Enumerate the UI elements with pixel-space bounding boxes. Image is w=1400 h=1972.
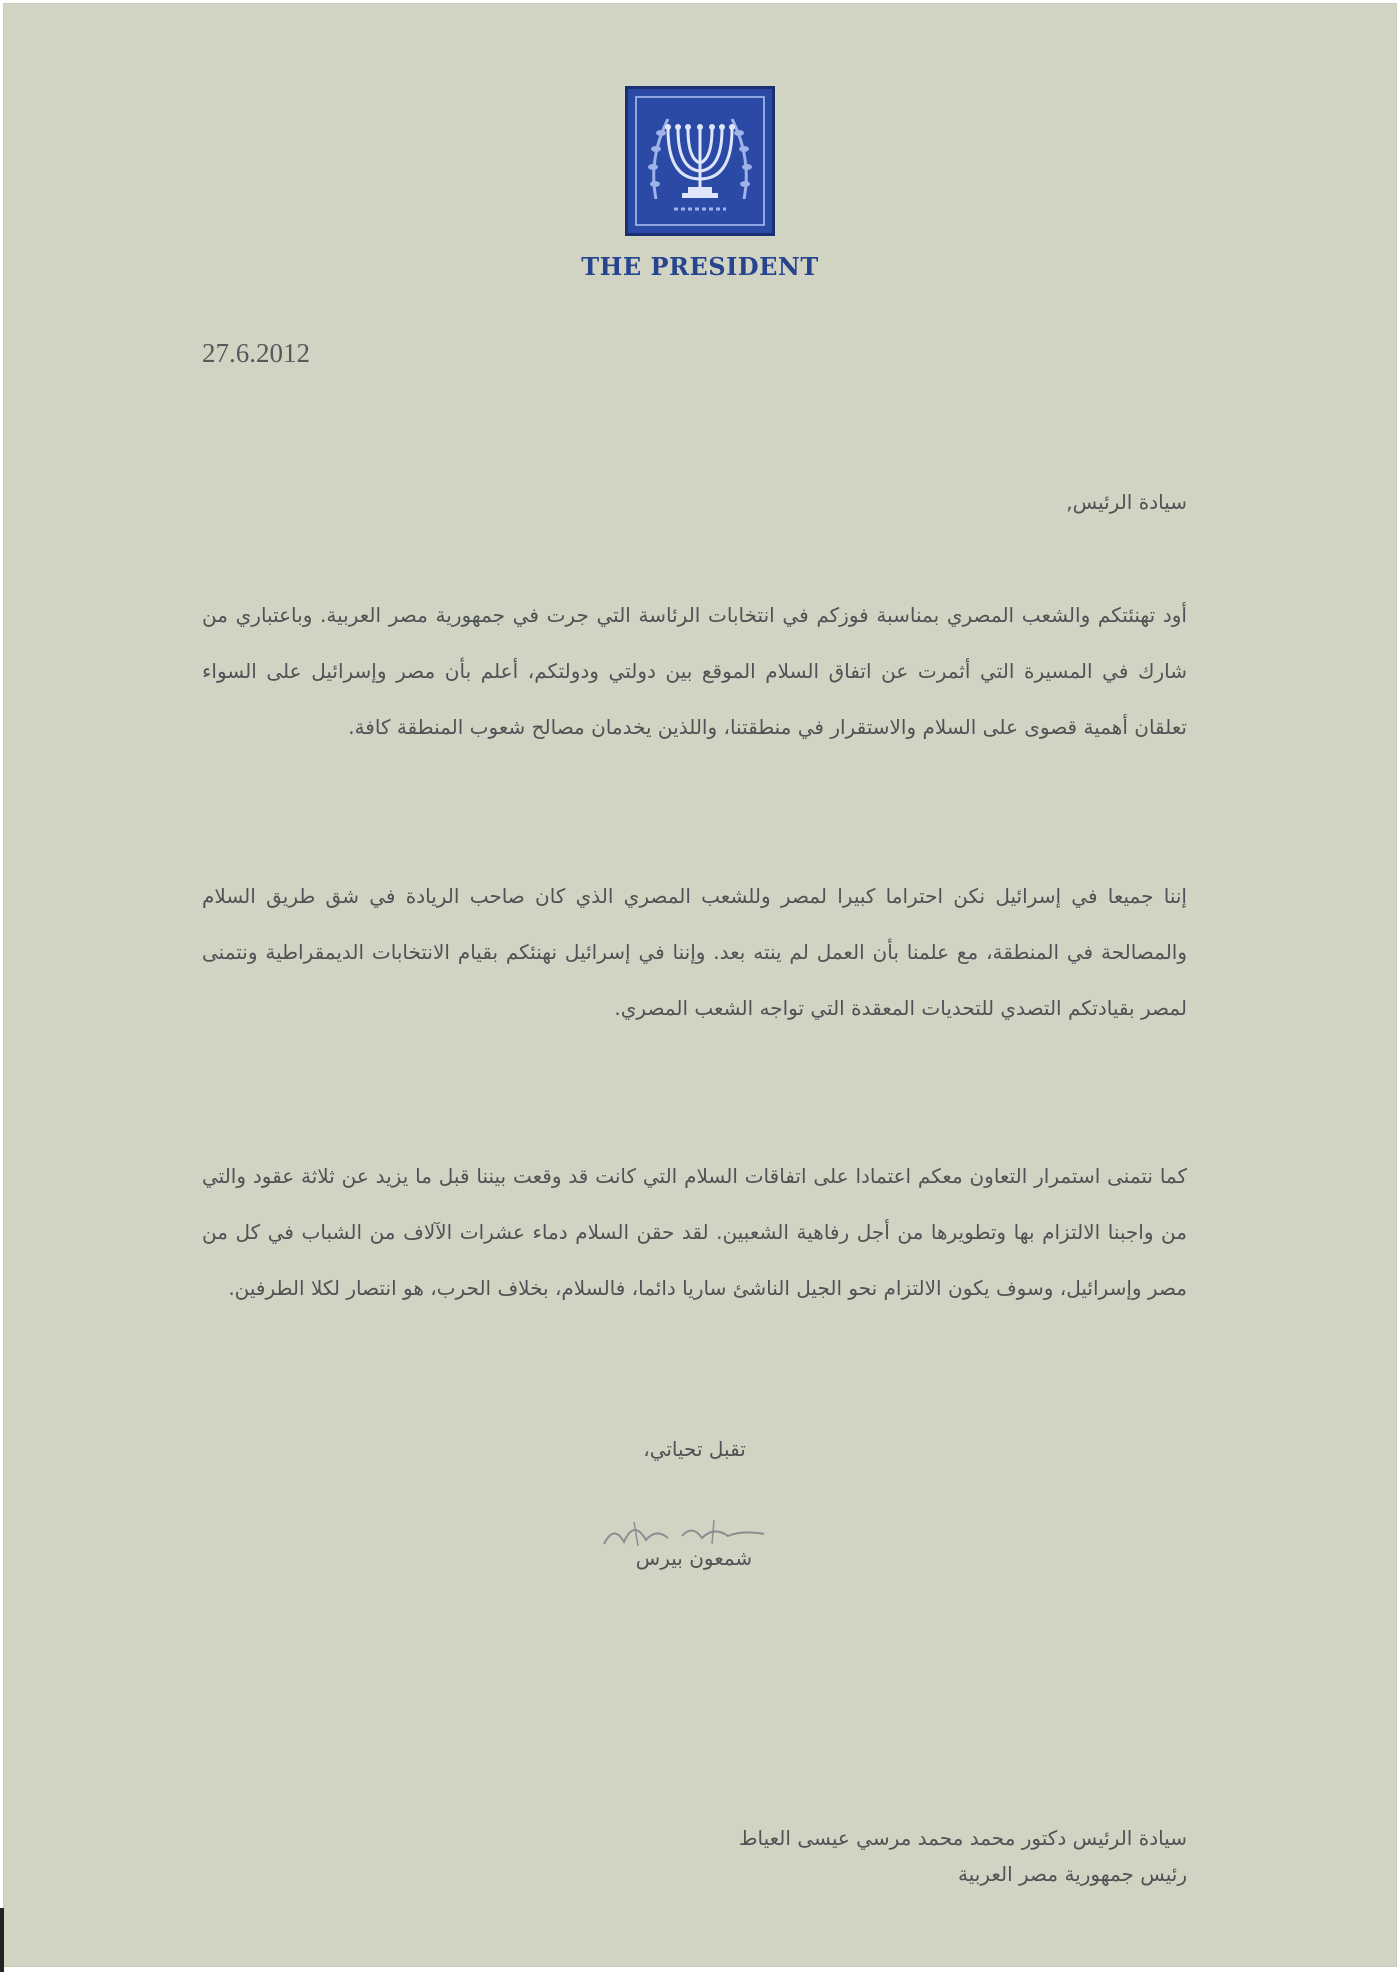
letter-date: 27.6.2012 [202, 338, 310, 368]
emblem-graphic [628, 89, 772, 233]
addressee-title: رئيس جمهورية مصر العربية [957, 1862, 1187, 1886]
letter-paper [4, 4, 1396, 1966]
paragraph-1: أود تهنئتكم والشعب المصري بمناسبة فوزكم في انتخابات الرئاسة التي جرت في جمهورية مصر العربية. وباعتباري من شارك في المسيرة التي أثمرت عن اتفاق السلام الموقع بين دولتي ودولتكم، أعلم بأن مصر وإسرائيل على السواء تعلقان أهمية قصوى على السلام والاستقرار في منطقتنا، واللذين يخدمان مصالح شعوب المنطقة كافة. [202, 603, 1187, 739]
scan-edge [0, 1908, 4, 1972]
paragraph-3: كما نتمنى استمرار التعاون معكم اعتمادا على اتفاقات السلام التي كانت قد وقعت بيننا قبل ما يزيد عن ثلاثة عقود والتي من واجبنا الالتزام بها وتطويرها من أجل رفاهية الشعبين. لقد حقن السلام دماء عشرات الآلاف من الشباب في كل من مصر وإسرائيل، وسوف يكون الالتزام نحو الجيل الناشئ ساريا دائما، فالسلام، بخلاف الحرب، هو انتصار لكلا الطرفين. [202, 1164, 1187, 1300]
letterhead-title: THE PRESIDENT [581, 252, 819, 281]
addressee-name: سيادة الرئيس دكتور محمد محمد مرسي عيسى العياط [739, 1826, 1187, 1850]
closing: تقبل تحياتي، [643, 1437, 746, 1461]
menorah-emblem-icon [625, 86, 775, 236]
salutation: سيادة الرئيس, [1066, 490, 1187, 514]
signer-name: شمعون بيرس [635, 1546, 753, 1570]
paragraph-2: إننا جميعا في إسرائيل نكن احتراما كبيرا لمصر وللشعب المصري الذي كان صاحب الريادة في شق طريق السلام والمصالحة في المنطقة، مع علمنا بأن العمل لم ينته بعد. وإننا في إسرائيل نهنئكم بقيام الانتخابات الديمقراطية ونتمنى لمصر بقيادتكم التصدي للتحديات المعقدة التي تواجه الشعب المصري. [202, 884, 1187, 1020]
